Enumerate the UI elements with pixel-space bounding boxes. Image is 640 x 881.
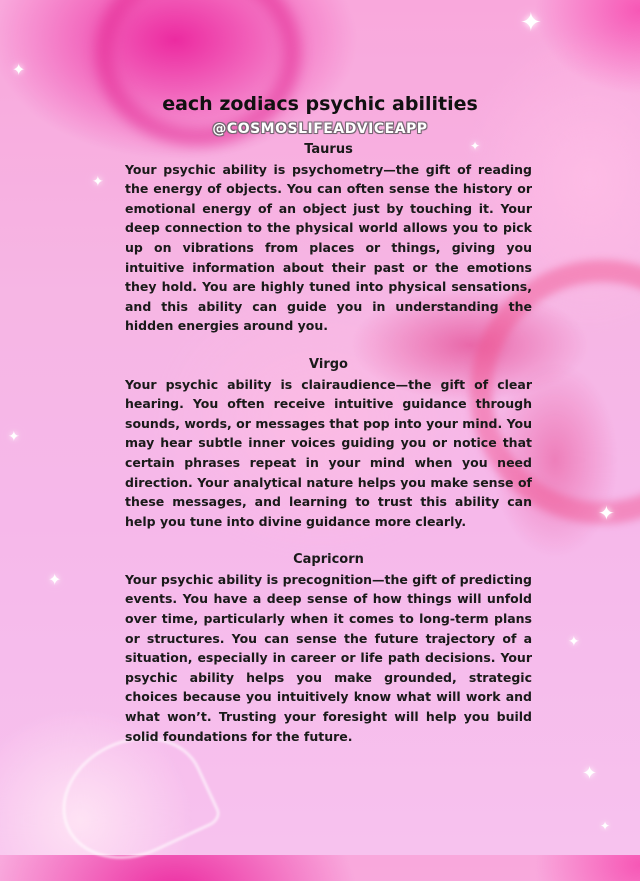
sign-heading: Taurus (304, 142, 353, 157)
sparkle-icon: ✦ (582, 763, 598, 784)
sparkle-icon: ✦ (598, 501, 615, 525)
sign-description: Your psychic ability is precognition—the gift of predicting events. You have a deep sense of how things will unfold over time, particularly when it comes to long-term plans or structures. You can sense the future trajectory of a situation, especially in career or life path decisions. Your psychic ability helps you make grounded, strategic choices because you intuitively know what will work and what won’t. Trusting your foresight will help you build solid foundations for the future. (125, 571, 532, 744)
sign-description: Your psychic ability is psychometry—the gift of reading the energy of objects. You can often sense the history or emotional energy of an object just by touching it. Your deep connection to the physical world allows you to pick up on vibrations from places or things, giving you intuitive information about their past or the emotions they hold. You are highly tuned into physical sensations, and this ability can guide you in understanding the hidden energies around you. (125, 161, 532, 334)
sparkle-icon: ✦ (12, 60, 26, 79)
section-taurus (125, 140, 532, 336)
section-virgo (125, 355, 532, 531)
sparkle-icon: ✦ (568, 634, 580, 650)
sign-heading: Capricorn (293, 552, 364, 568)
sparkle-icon: ✦ (600, 819, 611, 833)
watermark-handle: @COSMOSLIFEADVICEAPP (212, 121, 428, 137)
sign-heading: Virgo (309, 356, 348, 372)
sparkle-icon: ✦ (8, 429, 20, 445)
sparkle-icon: ✦ (470, 139, 481, 153)
sparkle-icon: ✦ (520, 8, 542, 38)
section-capricorn (125, 550, 532, 746)
zodiac-text-block (125, 140, 532, 765)
sparkle-icon: ✦ (48, 570, 62, 589)
sign-description: Your psychic ability is clairaudience—the gift of clear hearing. You often receive intuitive guidance through sounds, words, or messages that pop into your mind. You may hear subtle inner voices guiding you or notice that certain phrases repeat in your mind when you need direction. Your analytical nature helps you make sense of these messages, and learning to trust this ability can help you tune into divine guidance more clearly. (125, 376, 532, 529)
page-title: each zodiacs psychic abilities (162, 93, 478, 115)
sparkle-icon: ✦ (92, 174, 104, 190)
